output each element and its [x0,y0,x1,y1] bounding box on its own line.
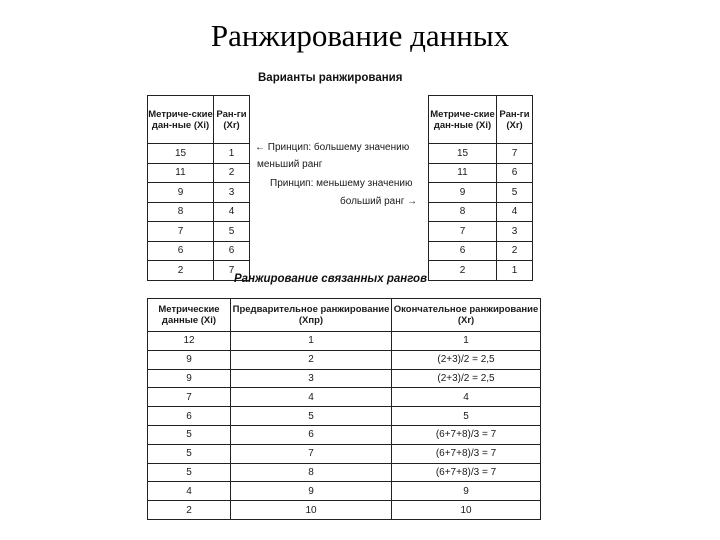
table-row [148,222,250,242]
table-row [148,183,250,203]
table-cell: 9 [231,482,392,501]
table-cell: 3 [214,183,250,203]
table-cell: 2 [214,163,250,183]
table-cell: 6 [148,407,231,426]
table-row [148,482,541,501]
table-cell: 3 [497,222,533,242]
table-row [148,407,541,426]
table-cell: 5 [148,425,231,444]
table-cell: 10 [392,501,541,520]
table-cell: 6 [214,241,250,261]
principle-note-1-line2: меньший ранг [257,159,323,170]
tied-header-preliminary: Предварительное ранжирование (Xпр) [231,299,392,332]
table-cell: 8 [231,463,392,482]
left-header-metric: Метриче-ские дан-ные (Xi) [148,96,214,144]
table-cell: 9 [148,350,231,369]
right-header-rank: Ран-ги (Xr) [497,96,533,144]
variants-left-table [147,95,250,281]
table-cell: 4 [231,388,392,407]
table-row [148,425,541,444]
table-cell: (6+7+8)/3 = 7 [392,444,541,463]
table-cell: 4 [148,482,231,501]
table-cell: 5 [392,407,541,426]
table-cell: 2 [429,261,497,281]
table-cell: 5 [231,407,392,426]
table-cell: 7 [148,388,231,407]
tied-ranks-subtitle: Ранжирование связанных рангов [234,273,428,285]
table-cell: 8 [148,202,214,222]
table-row [429,241,533,261]
table-cell: 6 [429,241,497,261]
table-cell: (2+3)/2 = 2,5 [392,350,541,369]
table-row [148,332,541,351]
table-cell: 7 [429,222,497,242]
table-row [429,222,533,242]
page-title: Ранжирование данных [210,18,510,53]
table-cell: 4 [392,388,541,407]
table-cell: 9 [148,369,231,388]
table-cell: 5 [148,463,231,482]
table-row [148,202,250,222]
table-cell: 6 [231,425,392,444]
table-cell: 12 [148,332,231,351]
table-cell: 1 [214,144,250,164]
table-cell: 2 [231,350,392,369]
table-cell: (6+7+8)/3 = 7 [392,425,541,444]
table-cell: 2 [148,261,214,281]
table-row [429,144,533,164]
table-row [429,163,533,183]
table-cell: 3 [231,369,392,388]
table-row [148,350,541,369]
left-header-rank: Ран-ги (Xr) [214,96,250,144]
table-cell: (6+7+8)/3 = 7 [392,463,541,482]
table-row [429,183,533,203]
principle-note-2-line2: больший ранг → [340,196,418,207]
principle-note-1-line1: ← Принцип: большему значению [255,142,410,153]
table-cell: 11 [148,163,214,183]
table-row [148,463,541,482]
table-cell: 10 [231,501,392,520]
table-row [148,241,250,261]
principle-note-2-line1: Принцип: меньшему значению [270,178,413,189]
table-row [148,444,541,463]
table-cell: 9 [148,183,214,203]
table-cell: 5 [497,183,533,203]
table-cell: 1 [497,261,533,281]
table-cell: 7 [148,222,214,242]
tied-header-final: Окончательное ранжирование (Xr) [392,299,541,332]
variants-subtitle: Варианты ранжирования [258,72,403,84]
table-row [148,144,250,164]
right-header-metric: Метриче-ские дан-ные (Xi) [429,96,497,144]
table-cell: 6 [497,163,533,183]
table-cell: 5 [214,222,250,242]
table-cell: 1 [392,332,541,351]
table-cell: 9 [429,183,497,203]
table-cell: 15 [148,144,214,164]
table-row [148,163,250,183]
table-cell: 4 [497,202,533,222]
table-row [429,261,533,281]
tied-ranks-table [147,298,541,520]
table-cell: 7 [214,261,250,281]
table-cell: 2 [497,241,533,261]
table-row [148,369,541,388]
table-cell: 4 [214,202,250,222]
table-cell: 15 [429,144,497,164]
variants-right-table [428,95,533,281]
table-cell: 11 [429,163,497,183]
table-cell: 9 [392,482,541,501]
table-row [148,501,541,520]
table-cell: 7 [497,144,533,164]
table-cell: 8 [429,202,497,222]
table-row [148,388,541,407]
table-cell: 7 [231,444,392,463]
table-cell: 1 [231,332,392,351]
tied-header-metric: Метрические данные (Xi) [148,299,231,332]
table-cell: (2+3)/2 = 2,5 [392,369,541,388]
table-cell: 5 [148,444,231,463]
table-cell: 6 [148,241,214,261]
table-cell: 2 [148,501,231,520]
table-row [429,202,533,222]
